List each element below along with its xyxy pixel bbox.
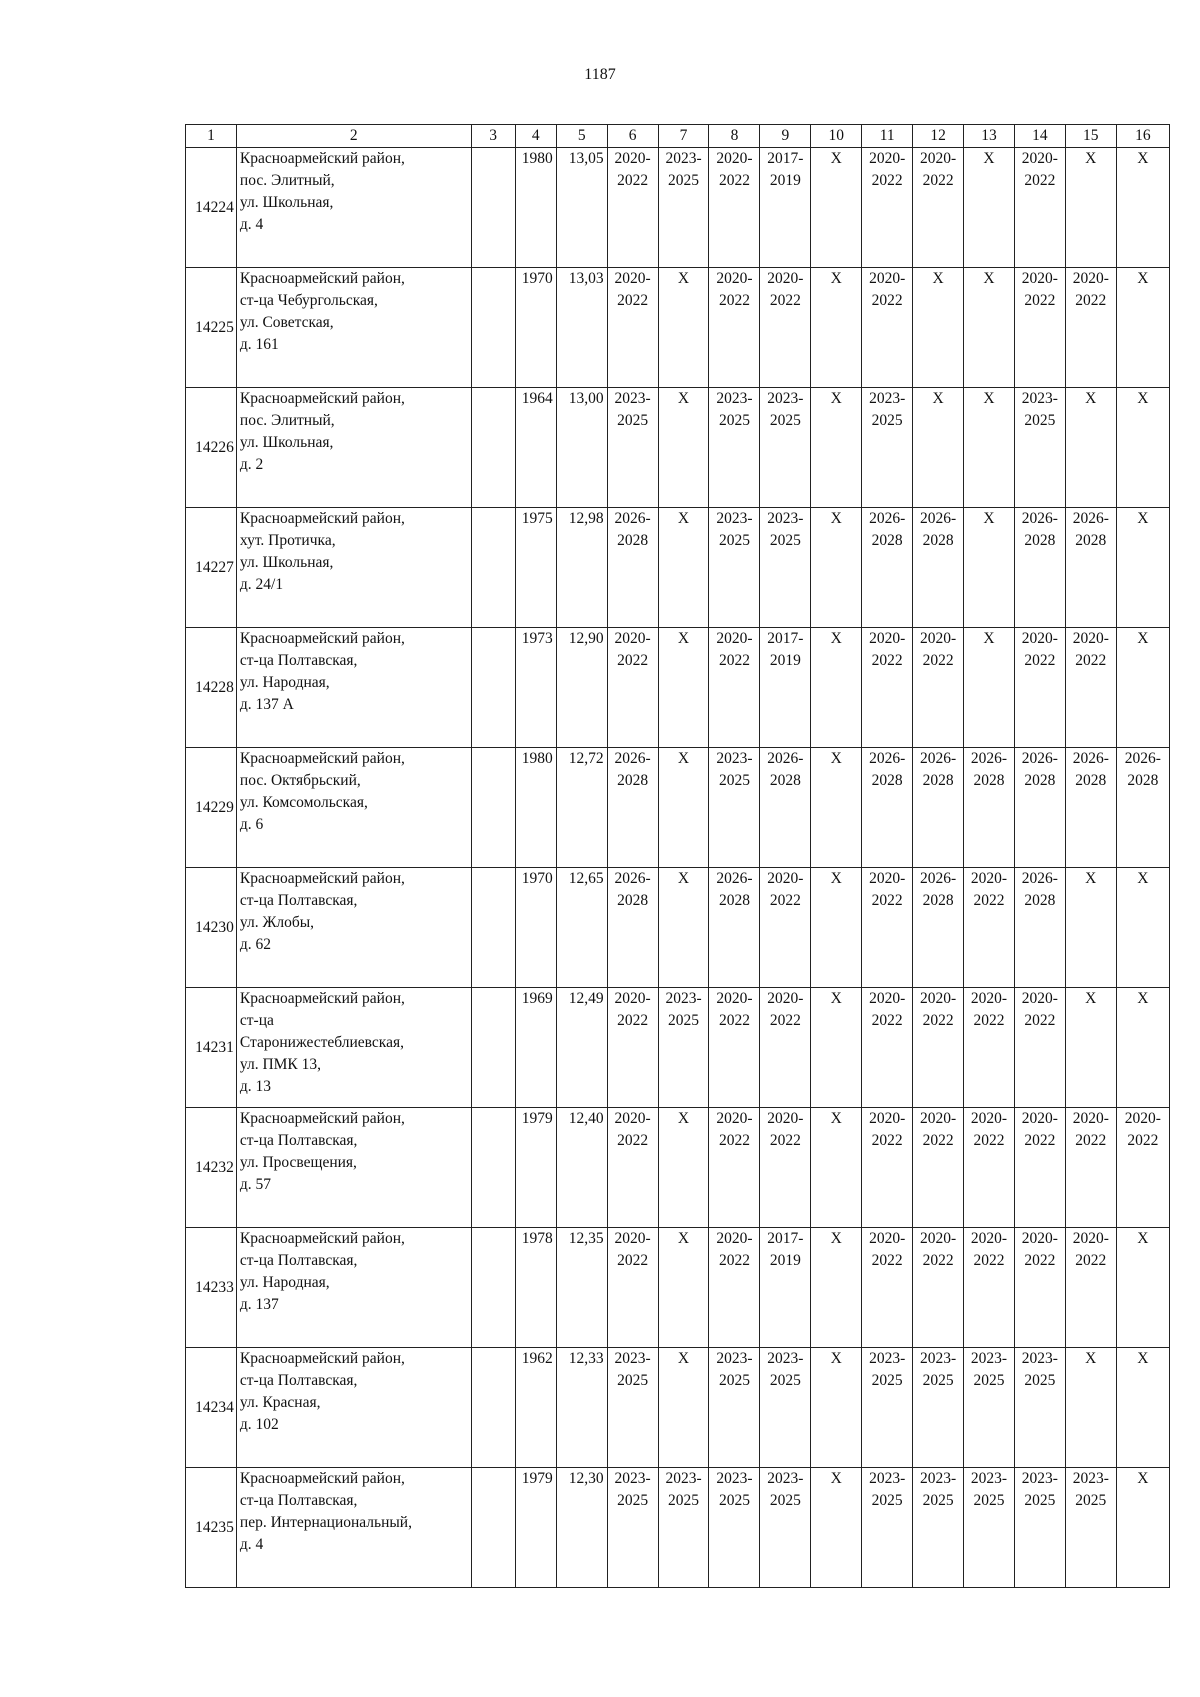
period-col-12-cell: 2026- 2028 bbox=[913, 508, 964, 628]
column-header: 8 bbox=[709, 125, 760, 148]
year-built-cell: 1980 bbox=[515, 748, 556, 868]
period-col-6-cell: 2026- 2028 bbox=[607, 868, 658, 988]
column-3-value-cell bbox=[471, 1468, 515, 1588]
registry-table bbox=[185, 124, 1170, 1588]
address-cell: Красноармейский район, пос. Элитный, ул. Школьная, д. 2 bbox=[236, 388, 471, 508]
period-col-12-cell: X bbox=[913, 388, 964, 508]
period-col-12-cell: 2020- 2022 bbox=[913, 1228, 964, 1348]
table-row bbox=[186, 1348, 1170, 1468]
period-col-8-cell: 2020- 2022 bbox=[709, 628, 760, 748]
period-col-12-cell: 2020- 2022 bbox=[913, 1108, 964, 1228]
area-value-cell: 12,35 bbox=[556, 1228, 607, 1348]
period-col-14-cell: 2020- 2022 bbox=[1014, 1108, 1065, 1228]
period-col-8-cell: 2020- 2022 bbox=[709, 988, 760, 1108]
record-id-cell: 14225 bbox=[186, 268, 237, 388]
record-id-cell: 14232 bbox=[186, 1108, 237, 1228]
period-col-13-cell: 2023- 2025 bbox=[964, 1468, 1015, 1588]
period-col-9-cell: 2020- 2022 bbox=[760, 268, 811, 388]
period-col-6-cell: 2023- 2025 bbox=[607, 388, 658, 508]
address-cell: Красноармейский район, ст-ца Полтавская, ул. Народная, д. 137 А bbox=[236, 628, 471, 748]
period-col-11-cell: 2020- 2022 bbox=[862, 988, 913, 1108]
address-cell: Красноармейский район, ст-ца Полтавская, ул. Жлобы, д. 62 bbox=[236, 868, 471, 988]
period-col-8-cell: 2020- 2022 bbox=[709, 1108, 760, 1228]
address-cell: Красноармейский район, хут. Протичка, ул. Школьная, д. 24/1 bbox=[236, 508, 471, 628]
area-value-cell: 12,49 bbox=[556, 988, 607, 1108]
period-col-16-cell: X bbox=[1116, 268, 1169, 388]
column-header: 2 bbox=[236, 125, 471, 148]
area-value-cell: 12,98 bbox=[556, 508, 607, 628]
period-col-9-cell: 2020- 2022 bbox=[760, 1108, 811, 1228]
period-col-8-cell: 2023- 2025 bbox=[709, 1468, 760, 1588]
page-number: 1187 bbox=[584, 66, 616, 83]
period-col-11-cell: 2020- 2022 bbox=[862, 868, 913, 988]
period-col-8-cell: 2023- 2025 bbox=[709, 748, 760, 868]
column-3-value-cell bbox=[471, 628, 515, 748]
year-built-cell: 1978 bbox=[515, 1228, 556, 1348]
table-row bbox=[186, 268, 1170, 388]
column-header: 16 bbox=[1116, 125, 1169, 148]
column-3-value-cell bbox=[471, 508, 515, 628]
period-col-11-cell: 2023- 2025 bbox=[862, 388, 913, 508]
year-built-cell: 1975 bbox=[515, 508, 556, 628]
column-header: 12 bbox=[913, 125, 964, 148]
period-col-7-cell: X bbox=[658, 1108, 709, 1228]
period-col-15-cell: 2020- 2022 bbox=[1065, 1228, 1116, 1348]
period-col-7-cell: X bbox=[658, 868, 709, 988]
period-col-11-cell: 2020- 2022 bbox=[862, 1108, 913, 1228]
period-col-13-cell: 2020- 2022 bbox=[964, 1228, 1015, 1348]
table-row bbox=[186, 868, 1170, 988]
period-col-12-cell: 2023- 2025 bbox=[913, 1468, 964, 1588]
period-col-16-cell: X bbox=[1116, 508, 1169, 628]
period-col-13-cell: X bbox=[964, 268, 1015, 388]
column-3-value-cell bbox=[471, 388, 515, 508]
period-col-6-cell: 2020- 2022 bbox=[607, 268, 658, 388]
area-value-cell: 12,40 bbox=[556, 1108, 607, 1228]
period-col-9-cell: 2017- 2019 bbox=[760, 148, 811, 268]
period-col-13-cell: 2023- 2025 bbox=[964, 1348, 1015, 1468]
period-col-8-cell: 2020- 2022 bbox=[709, 268, 760, 388]
period-col-14-cell: 2020- 2022 bbox=[1014, 628, 1065, 748]
period-col-16-cell: X bbox=[1116, 988, 1169, 1108]
period-col-15-cell: X bbox=[1065, 148, 1116, 268]
table-row bbox=[186, 988, 1170, 1108]
column-3-value-cell bbox=[471, 868, 515, 988]
period-col-10-cell: X bbox=[811, 268, 862, 388]
period-col-10-cell: X bbox=[811, 1228, 862, 1348]
record-id-cell: 14224 bbox=[186, 148, 237, 268]
period-col-7-cell: X bbox=[658, 628, 709, 748]
period-col-10-cell: X bbox=[811, 1348, 862, 1468]
column-3-value-cell bbox=[471, 1228, 515, 1348]
column-3-value-cell bbox=[471, 1348, 515, 1468]
record-id-cell: 14228 bbox=[186, 628, 237, 748]
period-col-14-cell: 2023- 2025 bbox=[1014, 1468, 1065, 1588]
period-col-11-cell: 2020- 2022 bbox=[862, 1228, 913, 1348]
period-col-9-cell: 2023- 2025 bbox=[760, 508, 811, 628]
period-col-14-cell: 2020- 2022 bbox=[1014, 1228, 1065, 1348]
period-col-12-cell: 2020- 2022 bbox=[913, 148, 964, 268]
address-cell: Красноармейский район, пос. Элитный, ул. Школьная, д. 4 bbox=[236, 148, 471, 268]
period-col-11-cell: 2023- 2025 bbox=[862, 1348, 913, 1468]
period-col-14-cell: 2020- 2022 bbox=[1014, 268, 1065, 388]
area-value-cell: 12,30 bbox=[556, 1468, 607, 1588]
period-col-7-cell: X bbox=[658, 508, 709, 628]
period-col-8-cell: 2023- 2025 bbox=[709, 1348, 760, 1468]
period-col-16-cell: X bbox=[1116, 1348, 1169, 1468]
period-col-7-cell: X bbox=[658, 748, 709, 868]
area-value-cell: 13,03 bbox=[556, 268, 607, 388]
area-value-cell: 12,90 bbox=[556, 628, 607, 748]
period-col-16-cell: 2026- 2028 bbox=[1116, 748, 1169, 868]
table-body bbox=[186, 148, 1170, 1588]
period-col-15-cell: 2020- 2022 bbox=[1065, 628, 1116, 748]
period-col-9-cell: 2020- 2022 bbox=[760, 988, 811, 1108]
period-col-6-cell: 2020- 2022 bbox=[607, 988, 658, 1108]
period-col-13-cell: X bbox=[964, 508, 1015, 628]
period-col-7-cell: X bbox=[658, 1228, 709, 1348]
period-col-9-cell: 2023- 2025 bbox=[760, 388, 811, 508]
period-col-7-cell: X bbox=[658, 1348, 709, 1468]
period-col-11-cell: 2020- 2022 bbox=[862, 628, 913, 748]
column-header: 9 bbox=[760, 125, 811, 148]
period-col-10-cell: X bbox=[811, 508, 862, 628]
column-header: 11 bbox=[862, 125, 913, 148]
record-id-cell: 14234 bbox=[186, 1348, 237, 1468]
period-col-9-cell: 2020- 2022 bbox=[760, 868, 811, 988]
period-col-13-cell: X bbox=[964, 148, 1015, 268]
table-row bbox=[186, 1468, 1170, 1588]
column-header: 14 bbox=[1014, 125, 1065, 148]
address-cell: Красноармейский район, ст-ца Полтавская, ул. Народная, д. 137 bbox=[236, 1228, 471, 1348]
period-col-6-cell: 2026- 2028 bbox=[607, 508, 658, 628]
column-header: 1 bbox=[186, 125, 237, 148]
period-col-12-cell: X bbox=[913, 268, 964, 388]
year-built-cell: 1979 bbox=[515, 1108, 556, 1228]
column-header: 4 bbox=[515, 125, 556, 148]
record-id-cell: 14230 bbox=[186, 868, 237, 988]
period-col-15-cell: X bbox=[1065, 1348, 1116, 1468]
column-header: 13 bbox=[964, 125, 1015, 148]
period-col-6-cell: 2026- 2028 bbox=[607, 748, 658, 868]
column-3-value-cell bbox=[471, 748, 515, 868]
address-cell: Красноармейский район, ст-ца Старонижестеблиевская, ул. ПМК 13, д. 13 bbox=[236, 988, 471, 1108]
period-col-10-cell: X bbox=[811, 1108, 862, 1228]
period-col-14-cell: 2026- 2028 bbox=[1014, 868, 1065, 988]
area-value-cell: 12,72 bbox=[556, 748, 607, 868]
period-col-13-cell: 2026- 2028 bbox=[964, 748, 1015, 868]
period-col-11-cell: 2020- 2022 bbox=[862, 148, 913, 268]
period-col-16-cell: X bbox=[1116, 388, 1169, 508]
period-col-7-cell: 2023- 2025 bbox=[658, 148, 709, 268]
period-col-15-cell: 2023- 2025 bbox=[1065, 1468, 1116, 1588]
period-col-15-cell: X bbox=[1065, 988, 1116, 1108]
period-col-9-cell: 2023- 2025 bbox=[760, 1348, 811, 1468]
period-col-16-cell: X bbox=[1116, 1228, 1169, 1348]
year-built-cell: 1980 bbox=[515, 148, 556, 268]
period-col-14-cell: 2020- 2022 bbox=[1014, 988, 1065, 1108]
column-3-value-cell bbox=[471, 1108, 515, 1228]
period-col-7-cell: X bbox=[658, 268, 709, 388]
period-col-9-cell: 2017- 2019 bbox=[760, 1228, 811, 1348]
period-col-10-cell: X bbox=[811, 748, 862, 868]
table-row bbox=[186, 1108, 1170, 1228]
address-cell: Красноармейский район, ст-ца Чебургольская, ул. Советская, д. 161 bbox=[236, 268, 471, 388]
period-col-15-cell: X bbox=[1065, 388, 1116, 508]
period-col-9-cell: 2026- 2028 bbox=[760, 748, 811, 868]
year-built-cell: 1979 bbox=[515, 1468, 556, 1588]
year-built-cell: 1973 bbox=[515, 628, 556, 748]
period-col-8-cell: 2020- 2022 bbox=[709, 148, 760, 268]
period-col-12-cell: 2026- 2028 bbox=[913, 868, 964, 988]
period-col-15-cell: 2020- 2022 bbox=[1065, 268, 1116, 388]
table-row bbox=[186, 748, 1170, 868]
period-col-10-cell: X bbox=[811, 388, 862, 508]
period-col-10-cell: X bbox=[811, 1468, 862, 1588]
period-col-14-cell: 2023- 2025 bbox=[1014, 388, 1065, 508]
period-col-7-cell: X bbox=[658, 388, 709, 508]
period-col-9-cell: 2017- 2019 bbox=[760, 628, 811, 748]
period-col-13-cell: X bbox=[964, 388, 1015, 508]
table-row bbox=[186, 148, 1170, 268]
period-col-15-cell: X bbox=[1065, 868, 1116, 988]
record-id-cell: 14231 bbox=[186, 988, 237, 1108]
column-header: 6 bbox=[607, 125, 658, 148]
period-col-16-cell: X bbox=[1116, 868, 1169, 988]
period-col-6-cell: 2020- 2022 bbox=[607, 628, 658, 748]
period-col-8-cell: 2020- 2022 bbox=[709, 1228, 760, 1348]
period-col-16-cell: X bbox=[1116, 628, 1169, 748]
period-col-11-cell: 2026- 2028 bbox=[862, 508, 913, 628]
record-id-cell: 14226 bbox=[186, 388, 237, 508]
address-cell: Красноармейский район, ст-ца Полтавская, пер. Интернациональный, д. 4 bbox=[236, 1468, 471, 1588]
period-col-14-cell: 2026- 2028 bbox=[1014, 508, 1065, 628]
period-col-13-cell: 2020- 2022 bbox=[964, 868, 1015, 988]
period-col-13-cell: X bbox=[964, 628, 1015, 748]
address-cell: Красноармейский район, пос. Октябрьский, ул. Комсомольская, д. 6 bbox=[236, 748, 471, 868]
period-col-10-cell: X bbox=[811, 628, 862, 748]
year-built-cell: 1962 bbox=[515, 1348, 556, 1468]
table-row bbox=[186, 628, 1170, 748]
year-built-cell: 1970 bbox=[515, 868, 556, 988]
year-built-cell: 1970 bbox=[515, 268, 556, 388]
column-header: 7 bbox=[658, 125, 709, 148]
period-col-12-cell: 2020- 2022 bbox=[913, 628, 964, 748]
period-col-14-cell: 2023- 2025 bbox=[1014, 1348, 1065, 1468]
period-col-8-cell: 2023- 2025 bbox=[709, 508, 760, 628]
period-col-10-cell: X bbox=[811, 148, 862, 268]
area-value-cell: 13,05 bbox=[556, 148, 607, 268]
period-col-6-cell: 2023- 2025 bbox=[607, 1468, 658, 1588]
column-3-value-cell bbox=[471, 268, 515, 388]
period-col-13-cell: 2020- 2022 bbox=[964, 1108, 1015, 1228]
period-col-15-cell: 2026- 2028 bbox=[1065, 748, 1116, 868]
area-value-cell: 12,65 bbox=[556, 868, 607, 988]
area-value-cell: 12,33 bbox=[556, 1348, 607, 1468]
period-col-7-cell: 2023- 2025 bbox=[658, 1468, 709, 1588]
period-col-12-cell: 2020- 2022 bbox=[913, 988, 964, 1108]
record-id-cell: 14235 bbox=[186, 1468, 237, 1588]
address-cell: Красноармейский район, ст-ца Полтавская, ул. Красная, д. 102 bbox=[236, 1348, 471, 1468]
period-col-6-cell: 2020- 2022 bbox=[607, 1228, 658, 1348]
column-header: 5 bbox=[556, 125, 607, 148]
period-col-16-cell: X bbox=[1116, 1468, 1169, 1588]
period-col-14-cell: 2020- 2022 bbox=[1014, 148, 1065, 268]
period-col-12-cell: 2026- 2028 bbox=[913, 748, 964, 868]
period-col-8-cell: 2026- 2028 bbox=[709, 868, 760, 988]
header-row bbox=[186, 125, 1170, 148]
period-col-12-cell: 2023- 2025 bbox=[913, 1348, 964, 1468]
period-col-10-cell: X bbox=[811, 868, 862, 988]
record-id-cell: 14229 bbox=[186, 748, 237, 868]
period-col-7-cell: 2023- 2025 bbox=[658, 988, 709, 1108]
period-col-13-cell: 2020- 2022 bbox=[964, 988, 1015, 1108]
period-col-10-cell: X bbox=[811, 988, 862, 1108]
column-3-value-cell bbox=[471, 148, 515, 268]
period-col-16-cell: X bbox=[1116, 148, 1169, 268]
column-header: 3 bbox=[471, 125, 515, 148]
year-built-cell: 1969 bbox=[515, 988, 556, 1108]
period-col-11-cell: 2023- 2025 bbox=[862, 1468, 913, 1588]
period-col-8-cell: 2023- 2025 bbox=[709, 388, 760, 508]
period-col-15-cell: 2020- 2022 bbox=[1065, 1108, 1116, 1228]
table-row bbox=[186, 388, 1170, 508]
period-col-11-cell: 2020- 2022 bbox=[862, 268, 913, 388]
period-col-9-cell: 2023- 2025 bbox=[760, 1468, 811, 1588]
table-row bbox=[186, 1228, 1170, 1348]
column-header: 10 bbox=[811, 125, 862, 148]
period-col-6-cell: 2023- 2025 bbox=[607, 1348, 658, 1468]
address-cell: Красноармейский район, ст-ца Полтавская, ул. Просвещения, д. 57 bbox=[236, 1108, 471, 1228]
period-col-11-cell: 2026- 2028 bbox=[862, 748, 913, 868]
period-col-15-cell: 2026- 2028 bbox=[1065, 508, 1116, 628]
record-id-cell: 14227 bbox=[186, 508, 237, 628]
area-value-cell: 13,00 bbox=[556, 388, 607, 508]
period-col-14-cell: 2026- 2028 bbox=[1014, 748, 1065, 868]
column-header: 15 bbox=[1065, 125, 1116, 148]
period-col-6-cell: 2020- 2022 bbox=[607, 148, 658, 268]
period-col-16-cell: 2020- 2022 bbox=[1116, 1108, 1169, 1228]
year-built-cell: 1964 bbox=[515, 388, 556, 508]
column-3-value-cell bbox=[471, 988, 515, 1108]
table-row bbox=[186, 508, 1170, 628]
record-id-cell: 14233 bbox=[186, 1228, 237, 1348]
period-col-6-cell: 2020- 2022 bbox=[607, 1108, 658, 1228]
